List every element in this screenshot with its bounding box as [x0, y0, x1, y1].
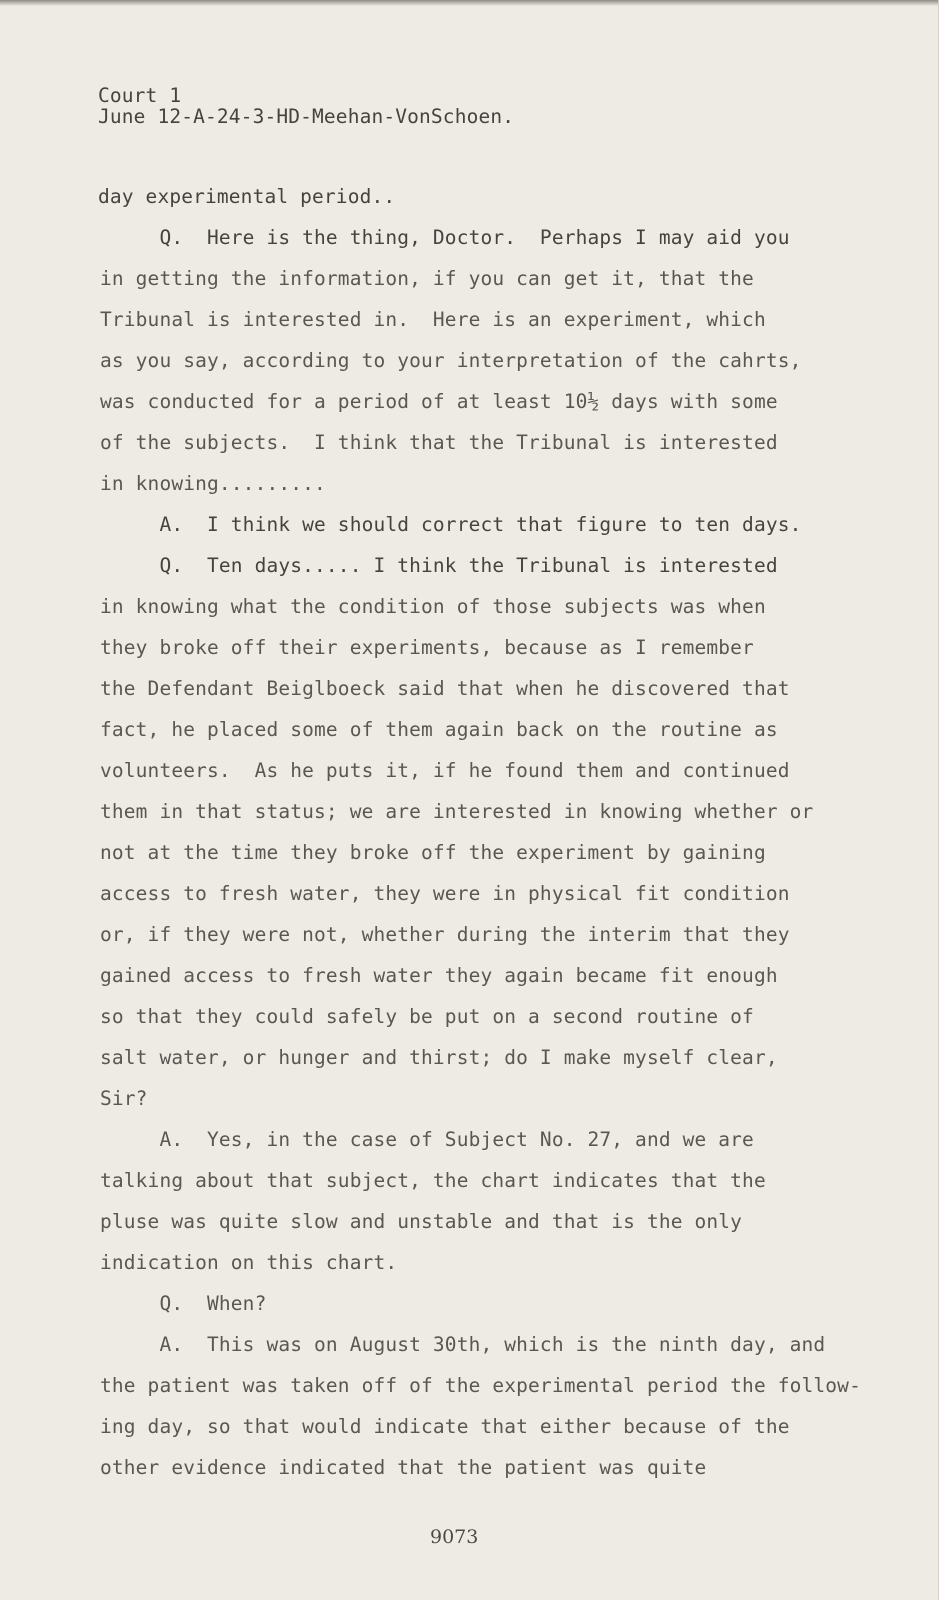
transcript-line: day experimental period..	[98, 185, 396, 208]
transcript-line: talking about that subject, the chart indicates that the	[100, 1169, 766, 1192]
transcript-line: in knowing.........	[100, 472, 326, 495]
transcript-line: in knowing what the condition of those subjects was when	[100, 595, 766, 618]
transcript-line: A. This was on August 30th, which is the ninth day, and	[100, 1333, 826, 1356]
transcript-line: indication on this chart.	[100, 1251, 398, 1274]
transcript-line: Q. Ten days..... I think the Tribunal is interested	[100, 554, 778, 577]
transcript-line: the patient was taken off of the experimental period the follow-	[100, 1374, 861, 1397]
page-number: 9073	[430, 1526, 479, 1548]
transcript-line: Q. Here is the thing, Doctor. Perhaps I may aid you	[100, 226, 790, 249]
transcript-line: them in that status; we are interested in knowing whether or	[100, 800, 814, 823]
transcript-line: of the subjects. I think that the Tribunal is interested	[100, 431, 778, 454]
transcript-line: fact, he placed some of them again back on the routine as	[100, 718, 778, 741]
transcript-line: Tribunal is interested in. Here is an experiment, which	[100, 308, 766, 331]
transcript-line: access to fresh water, they were in physical fit condition	[100, 882, 790, 905]
transcript-line: was conducted for a period of at least 10½ days with some	[100, 390, 778, 413]
transcript-line: the Defendant Beiglboeck said that when he discovered that	[100, 677, 790, 700]
transcript-line: other evidence indicated that the patient was quite	[100, 1456, 707, 1479]
transcript-line: Q. When?	[100, 1292, 267, 1315]
transcript-line: volunteers. As he puts it, if he found them and continued	[100, 759, 790, 782]
transcript-line: in getting the information, if you can get it, that the	[100, 267, 754, 290]
transcript-line: A. I think we should correct that figure to ten days.	[100, 513, 802, 536]
header-court: Court 1	[98, 84, 182, 107]
transcript-line: or, if they were not, whether during the interim that they	[100, 923, 790, 946]
transcript-line: so that they could safely be put on a second routine of	[100, 1005, 754, 1028]
transcript-line: pluse was quite slow and unstable and that is the only	[100, 1210, 743, 1233]
transcript-line: they broke off their experiments, because as I remember	[100, 636, 754, 659]
page-top-edge	[0, 0, 938, 6]
transcript-line: as you say, according to your interpretation of the cahrts,	[100, 349, 802, 372]
header-case-reference: June 12-A-24-3-HD-Meehan-VonSchoen.	[98, 105, 515, 128]
transcript-line: A. Yes, in the case of Subject No. 27, and we are	[100, 1128, 754, 1151]
transcript-line: gained access to fresh water they again became fit enough	[100, 964, 778, 987]
transcript-line: Sir?	[100, 1087, 148, 1110]
transcript-line: ing day, so that would indicate that either because of the	[100, 1415, 790, 1438]
transcript-line: salt water, or hunger and thirst; do I make myself clear,	[100, 1046, 778, 1069]
transcript-line: not at the time they broke off the experiment by gaining	[100, 841, 766, 864]
